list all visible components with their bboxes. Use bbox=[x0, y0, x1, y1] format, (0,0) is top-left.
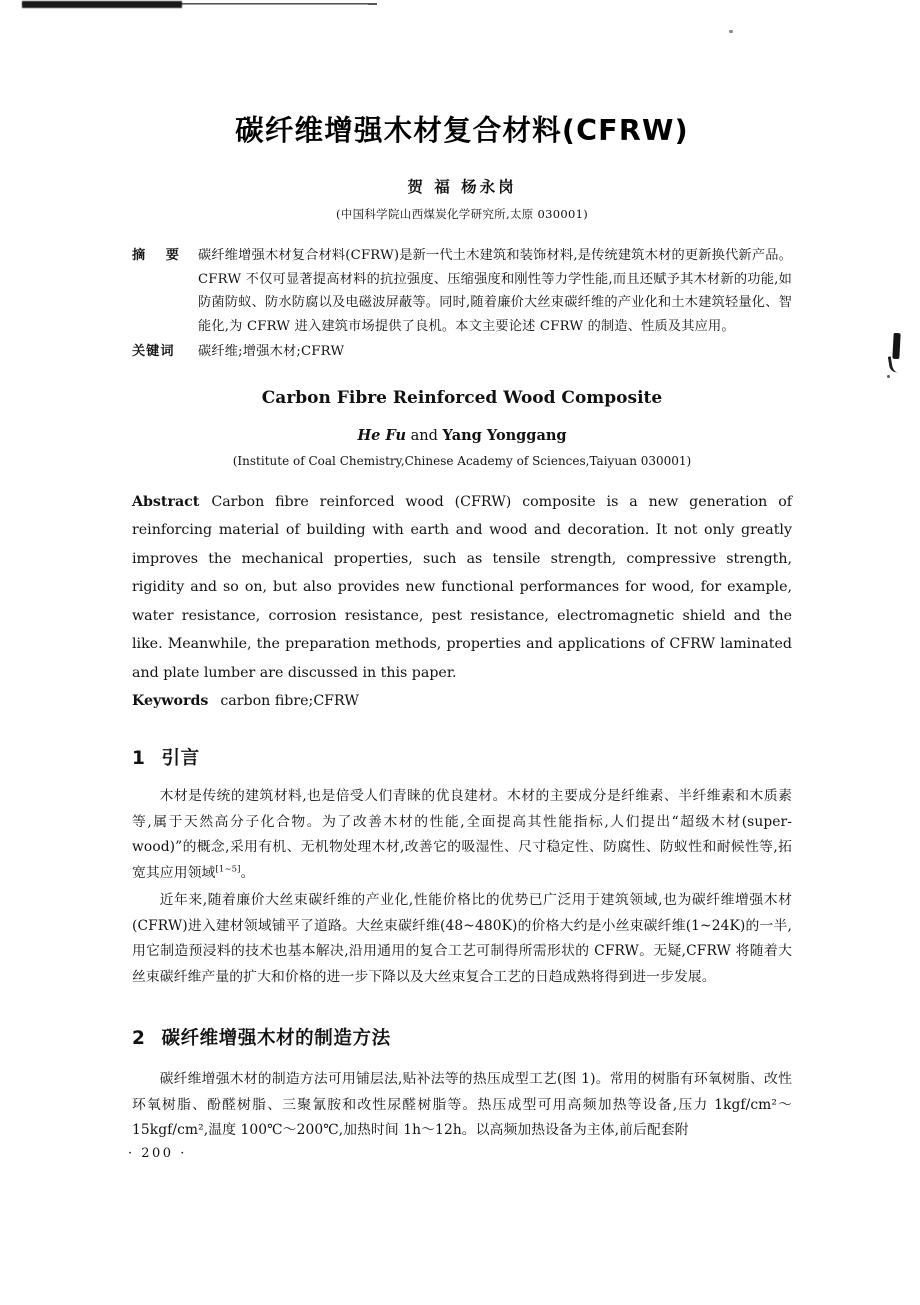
keywords-english-text: carbon fibre;CFRW bbox=[220, 693, 359, 709]
scan-artifact-margin-dot bbox=[887, 375, 890, 378]
section-title-1: 引言 bbox=[161, 748, 200, 769]
section-title-2: 碳纤维增强木材的制造方法 bbox=[161, 1028, 391, 1049]
affiliation-chinese: (中国科学院山西煤炭化学研究所,太原 030001) bbox=[336, 207, 588, 221]
abstract-chinese-row bbox=[132, 244, 792, 338]
paragraph-text: 木材是传统的建筑材料,也是倍受人们青睐的优良建材。木材的主要成分是纤维素、半纤维素和木质素等,属于天然高分子化合物。为了改善木材的性能,全面提高其性能指标,人们提出“超级木材(super-wood)”的概念,采用有机、无机物处理木材,改善它的吸湿性、尺寸稳定性、防腐性、防蚁性和耐候性等,拓宽其应用领域 bbox=[132, 788, 792, 881]
keywords-english-label: Keywords bbox=[132, 693, 209, 709]
keywords-chinese-label: 关键词 bbox=[132, 344, 175, 359]
paragraph bbox=[132, 1050, 792, 1144]
paragraph bbox=[132, 886, 792, 990]
keywords-chinese-row bbox=[132, 338, 792, 364]
scan-artifact-margin-tail bbox=[888, 355, 899, 373]
author-first-name: He Fu bbox=[357, 426, 407, 444]
keywords-english bbox=[132, 687, 792, 714]
author-conjunction: and bbox=[406, 427, 443, 444]
keywords-chinese-text: 碳纤维;增强木材;CFRW bbox=[198, 344, 345, 359]
paragraph bbox=[132, 770, 792, 886]
abstract-chinese-text: 碳纤维增强木材复合材料(CFRW)是新一代土木建筑和装饰材料,是传统建筑木材的更新换代新产品。CFRW 不仅可显著提高材料的抗拉强度、压缩强度和刚性等力学性能,而且还赋予其木材新的功能,如防菌防蚁、防水防腐以及电磁波屏蔽等。同时,随着廉价大丝束碳纤维的产业化和土木建筑轻量化、智能化,为 CFRW 进入建筑市场提供了良机。本文主要论述 CFRW 的制造、性质及其应用。 bbox=[198, 248, 792, 334]
paragraph-text: 碳纤维增强木材的制造方法可用铺层法,贴补法等的热压成型工艺(图 1)。常用的树脂有环氧树脂、改性环氧树脂、酚醛树脂、三聚氰胺和改性尿醛树脂等。热压成型可用高频加热等设备,压力 1kgf/cm²～15kgf/cm²,温度 100℃～200℃,加热时间 1h～12h。以高频加热设备为主体,前后配套附 bbox=[132, 1071, 792, 1138]
section-number-2: 2 bbox=[132, 1028, 146, 1049]
scan-artifact-margin-mark bbox=[892, 333, 900, 359]
authors-english bbox=[132, 408, 792, 444]
section-heading-2 bbox=[132, 990, 792, 1050]
paragraph-text-tail: 。 bbox=[240, 864, 255, 881]
citation-reference: [1~5] bbox=[215, 863, 241, 874]
article-content bbox=[132, 0, 792, 1144]
page-number: · 200 · bbox=[128, 1146, 187, 1161]
authors-chinese: 贺 福 杨永岗 bbox=[407, 177, 517, 196]
affiliation-english: (Institute of Coal Chemistry,Chinese Academy of Sciences,Taiyuan 030001) bbox=[232, 453, 692, 468]
abstract-english bbox=[132, 468, 792, 688]
abstract-english-text: Carbon fibre reinforced wood (CFRW) composite is a new generation of reinforcing material of building with earth and wood and decoration. It not only greatly improves the mechanical properties, such as tensile strength, compressive strength, rigidity and so on, but also provides new functional performances for wood, for example, water resistance, corrosion resistance, pest resistance, electromagnetic shield and the like. Meanwhile, the preparation methods, properties and applications of CFRW laminated and plate lumber are discussed in this paper. bbox=[132, 493, 792, 681]
section-number-1: 1 bbox=[132, 748, 146, 769]
abstract-english-label: Abstract bbox=[132, 493, 200, 510]
abstract-chinese-label: 摘 要 bbox=[132, 248, 187, 263]
section-heading-1 bbox=[132, 714, 792, 770]
author-second-name: Yang Yonggang bbox=[442, 426, 567, 444]
abstract-chinese-block bbox=[132, 222, 792, 364]
page-title-english: Carbon Fibre Reinforced Wood Composite bbox=[261, 387, 663, 408]
paragraph-text: 近年来,随着廉价大丝束碳纤维的产业化,性能价格比的优势已广泛用于建筑领域,也为碳纤维增强木材(CFRW)进入建材领域铺平了道路。大丝束碳纤维(48~480K)的价格大约是小丝束碳纤维(1~24K)的一半,用它制造预浸料的技术也基本解决,沿用通用的复合工艺可制得所需形状的 CFRW。无疑,CFRW 将随着大丝束碳纤维产量的扩大和价格的进一步下降以及大丝束复合工艺的日趋成熟将得到进一步发展。 bbox=[132, 892, 792, 985]
page-title: 碳纤维增强木材复合材料(CFRW) bbox=[235, 114, 689, 147]
